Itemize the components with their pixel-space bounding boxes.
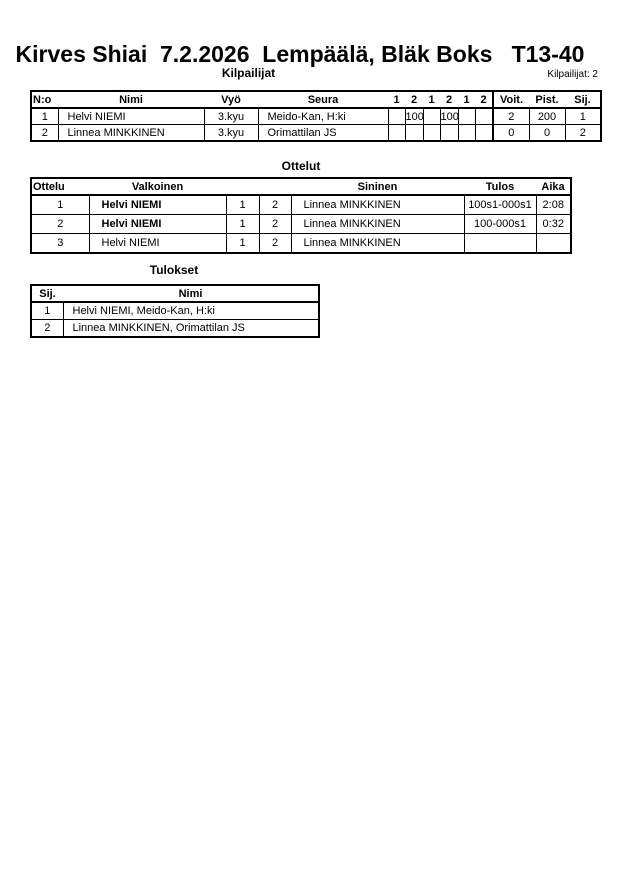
col-header-score-6: 2 <box>475 91 493 108</box>
match-result <box>464 234 536 254</box>
score-cell: 100 <box>405 108 423 125</box>
wins-cell: 0 <box>493 125 529 142</box>
score-cell: 100 <box>440 108 458 125</box>
score-cell <box>458 108 475 125</box>
points-cell: 0 <box>529 125 565 142</box>
col-header-sij: Sij. <box>31 285 63 302</box>
competitor-name: Helvi NIEMI <box>58 108 204 125</box>
table-row <box>31 234 571 254</box>
wins-cell: 2 <box>493 108 529 125</box>
score-cell <box>423 125 440 142</box>
white-competitor-name: Helvi NIEMI <box>89 234 226 254</box>
table-row <box>31 195 571 215</box>
blue-competitor-number: 2 <box>259 195 291 215</box>
match-number: 3 <box>31 234 89 254</box>
kilpailijat-table <box>30 90 602 142</box>
col-header-score-3: 1 <box>423 91 440 108</box>
score-cell <box>458 125 475 142</box>
match-time: 2:08 <box>536 195 571 215</box>
score-cell <box>388 125 405 142</box>
white-competitor-number: 1 <box>226 234 259 254</box>
score-cell <box>423 108 440 125</box>
competitor-club: Orimattilan JS <box>258 125 388 142</box>
col-header-seura: Seura <box>258 91 388 108</box>
score-cell <box>405 125 423 142</box>
col-header-nimi: Nimi <box>63 285 319 302</box>
matches-section-heading: Ottelut <box>281 159 321 173</box>
col-header-white-number <box>226 178 259 195</box>
competitors-section-heading: Kilpailijat <box>221 66 276 80</box>
col-header-blue-number <box>259 178 291 195</box>
tulokset-header-row <box>31 285 319 302</box>
match-time <box>536 234 571 254</box>
competitor-belt: 3.kyu <box>204 108 258 125</box>
blue-competitor-number: 2 <box>259 234 291 254</box>
blue-competitor-name: Linnea MINKKINEN <box>291 215 464 234</box>
match-result: 100s1-000s1 <box>464 195 536 215</box>
white-competitor-name: Helvi NIEMI <box>89 215 226 234</box>
ottelut-header-row <box>31 178 571 195</box>
table-row <box>31 320 319 338</box>
table-row <box>31 125 601 142</box>
score-cell <box>475 125 493 142</box>
col-header-score-4: 2 <box>440 91 458 108</box>
col-header-pist: Pist. <box>529 91 565 108</box>
table-row <box>31 302 319 320</box>
result-name: Linnea MINKKINEN, Orimattilan JS <box>63 320 319 338</box>
score-cell <box>388 108 405 125</box>
col-header-sininen: Sininen <box>291 178 464 195</box>
match-number: 2 <box>31 215 89 234</box>
result-placement: 2 <box>31 320 63 338</box>
white-competitor-name: Helvi NIEMI <box>89 195 226 215</box>
col-header-score-5: 1 <box>458 91 475 108</box>
score-cell <box>475 108 493 125</box>
kilpailijat-header-row <box>31 91 601 108</box>
result-name: Helvi NIEMI, Meido-Kan, H:ki <box>63 302 319 320</box>
col-header-voit: Voit. <box>493 91 529 108</box>
col-header-nimi: Nimi <box>58 91 204 108</box>
match-result: 100-000s1 <box>464 215 536 234</box>
col-header-score-1: 1 <box>388 91 405 108</box>
match-number: 1 <box>31 195 89 215</box>
blue-competitor-name: Linnea MINKKINEN <box>291 195 464 215</box>
placement-cell: 2 <box>565 125 601 142</box>
competitor-number: 1 <box>31 108 58 125</box>
white-competitor-number: 1 <box>226 195 259 215</box>
match-time: 0:32 <box>536 215 571 234</box>
score-cell <box>440 125 458 142</box>
col-header-no: N:o <box>31 91 58 108</box>
results-section-heading: Tulokset <box>149 263 199 277</box>
ottelut-table <box>30 177 572 254</box>
placement-cell: 1 <box>565 108 601 125</box>
col-header-sij: Sij. <box>565 91 601 108</box>
col-header-vyo: Vyö <box>204 91 258 108</box>
white-competitor-number: 1 <box>226 215 259 234</box>
col-header-aika: Aika <box>536 178 571 195</box>
col-header-valkoinen: Valkoinen <box>89 178 226 195</box>
table-row <box>31 215 571 234</box>
competitor-club: Meido-Kan, H:ki <box>258 108 388 125</box>
competitor-number: 2 <box>31 125 58 142</box>
page-title: Kirves Shiai 7.2.2026 Lempäälä, Bläk Boks T13-40 <box>15 41 585 67</box>
blue-competitor-number: 2 <box>259 215 291 234</box>
competitor-name: Linnea MINKKINEN <box>58 125 204 142</box>
col-header-tulos: Tulos <box>464 178 536 195</box>
result-placement: 1 <box>31 302 63 320</box>
points-cell: 200 <box>529 108 565 125</box>
competitors-count: Kilpailijat: 2 <box>547 69 598 80</box>
tulokset-table <box>30 284 320 338</box>
blue-competitor-name: Linnea MINKKINEN <box>291 234 464 254</box>
col-header-ottelu: Ottelu <box>31 178 89 195</box>
col-header-score-2: 2 <box>405 91 423 108</box>
competitor-belt: 3.kyu <box>204 125 258 142</box>
table-row <box>31 108 601 125</box>
